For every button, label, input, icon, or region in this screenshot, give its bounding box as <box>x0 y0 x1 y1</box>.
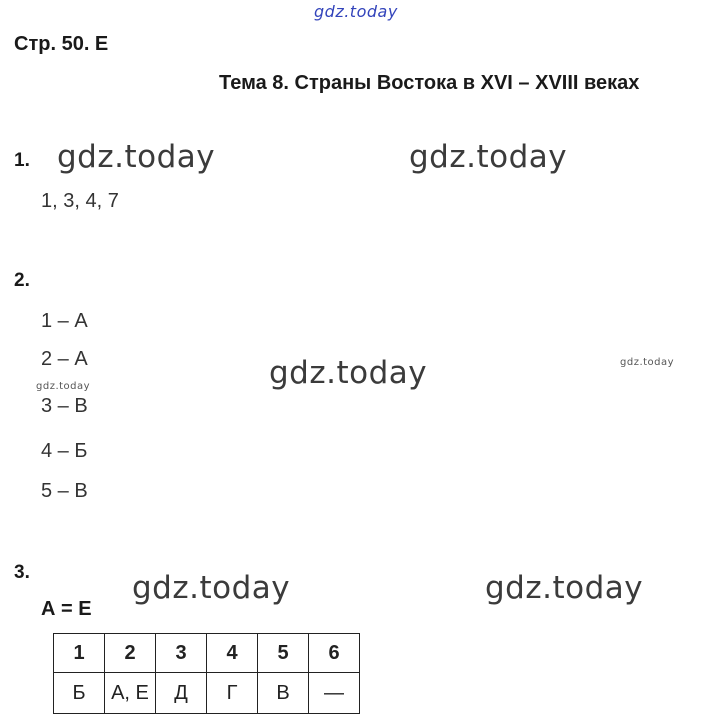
table-header-cell: 3 <box>156 634 207 673</box>
topic-title: Тема 8. Страны Востока в XVI – XVIII веках <box>219 72 640 94</box>
watermark: gdz.today <box>409 139 568 175</box>
watermark: gdz.today <box>36 381 91 392</box>
table-header-cell: 1 <box>54 634 105 673</box>
watermark: gdz.today <box>269 355 428 391</box>
answer-table <box>53 633 360 714</box>
watermark: gdz.today <box>620 357 675 368</box>
table-cell: Д <box>156 673 207 714</box>
question-number: 1. <box>14 150 30 171</box>
table-header-cell: 2 <box>105 634 156 673</box>
watermark: gdz.today <box>132 570 291 606</box>
list-item: 5 – В <box>41 480 88 502</box>
table-header-row <box>54 634 360 673</box>
watermark: gdz.today <box>57 139 216 175</box>
list-item: 4 – Б <box>41 440 88 462</box>
table-header-cell: 5 <box>258 634 309 673</box>
table-header-cell: 4 <box>207 634 258 673</box>
answer-text: 1, 3, 4, 7 <box>41 190 119 212</box>
table-cell: Г <box>207 673 258 714</box>
table-row <box>54 673 360 714</box>
list-item: 1 – А <box>41 310 88 332</box>
question-number: 3. <box>14 562 30 583</box>
list-item: 3 – В <box>41 395 88 417</box>
table-cell: Б <box>54 673 105 714</box>
table-cell: А, Е <box>105 673 156 714</box>
question-number: 2. <box>14 270 30 291</box>
table-cell: В <box>258 673 309 714</box>
subheading: А = Е <box>41 598 92 620</box>
watermark-top: gdz.today <box>314 2 398 21</box>
watermark: gdz.today <box>485 570 644 606</box>
table-cell: — <box>309 673 360 714</box>
page-label: Стр. 50. Е <box>14 33 109 55</box>
list-item: 2 – А <box>41 348 88 370</box>
table-header-cell: 6 <box>309 634 360 673</box>
